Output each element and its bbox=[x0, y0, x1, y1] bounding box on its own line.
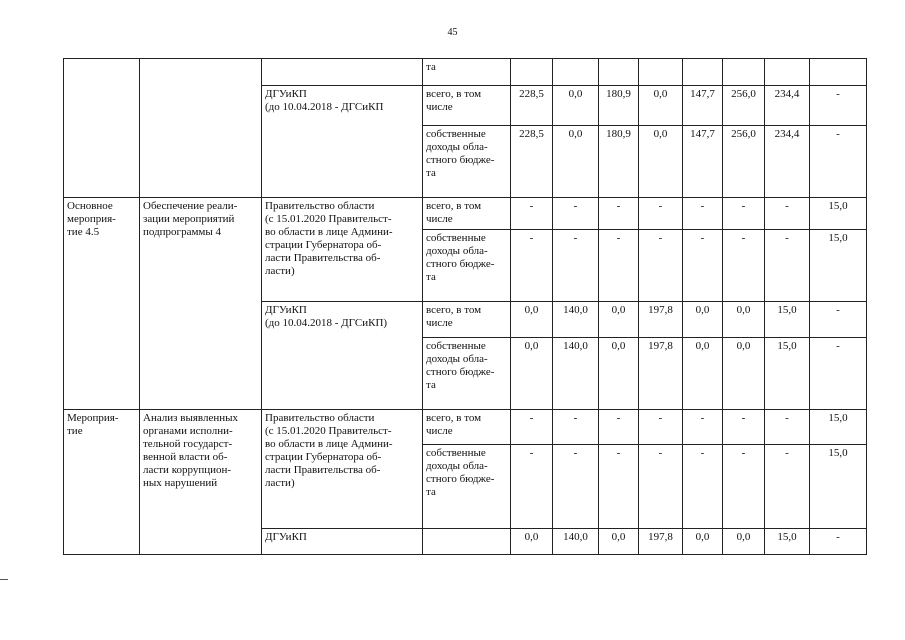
value-cell: - bbox=[810, 529, 867, 555]
value-cell: - bbox=[810, 338, 867, 410]
page-number: 45 bbox=[447, 27, 458, 38]
value-cell: - bbox=[765, 198, 810, 230]
executor-cell: Правительство области (с 15.01.2020 Правительст- во области в лице Админи- страции Губернатора об- ласти Правительства об- ласти) bbox=[262, 198, 423, 302]
value-cell: 0,0 bbox=[511, 302, 553, 338]
value-cell: 140,0 bbox=[553, 338, 599, 410]
value-cell: 0,0 bbox=[683, 302, 723, 338]
value-cell bbox=[599, 59, 639, 86]
value-cell bbox=[765, 59, 810, 86]
value-cell: - bbox=[599, 198, 639, 230]
value-cell: 0,0 bbox=[723, 338, 765, 410]
value-cell: 147,7 bbox=[683, 126, 723, 198]
executor-cell: ДГУиКП (до 10.04.2018 - ДГСиКП bbox=[262, 86, 423, 198]
value-cell: 228,5 bbox=[511, 126, 553, 198]
value-cell: 0,0 bbox=[639, 86, 683, 126]
funding-source-cell: та bbox=[423, 59, 511, 86]
funding-source-cell: всего, в том числе bbox=[423, 86, 511, 126]
value-cell: 15,0 bbox=[765, 302, 810, 338]
value-cell: 0,0 bbox=[599, 529, 639, 555]
table-row bbox=[64, 198, 867, 230]
value-cell: - bbox=[553, 198, 599, 230]
value-cell: 228,5 bbox=[511, 86, 553, 126]
executor-cell: ДГУиКП (до 10.04.2018 - ДГСиКП) bbox=[262, 302, 423, 410]
value-cell: 15,0 bbox=[810, 230, 867, 302]
value-cell: 256,0 bbox=[723, 86, 765, 126]
value-cell: - bbox=[639, 198, 683, 230]
value-cell: 197,8 bbox=[639, 302, 683, 338]
value-cell bbox=[639, 59, 683, 86]
value-cell: - bbox=[599, 445, 639, 529]
activity-name-cell: Анализ выявленных органами исполни- тельной государст- венной власти об- ласти коррупцион- ных нарушений bbox=[140, 410, 262, 555]
funding-source-cell: собственные доходы обла- стного бюдже- та bbox=[423, 230, 511, 302]
value-cell: - bbox=[511, 410, 553, 445]
value-cell: 15,0 bbox=[810, 445, 867, 529]
value-cell: - bbox=[553, 230, 599, 302]
executor-cell: Правительство области (с 15.01.2020 Правительст- во области в лице Админи- страции Губернатора об- ласти Правительства об- ласти) bbox=[262, 410, 423, 529]
value-cell: - bbox=[765, 410, 810, 445]
value-cell bbox=[553, 59, 599, 86]
value-cell: - bbox=[723, 410, 765, 445]
activity-type-cell: Мероприя- тие bbox=[64, 410, 140, 555]
value-cell: 147,7 bbox=[683, 86, 723, 126]
value-cell: 0,0 bbox=[553, 126, 599, 198]
value-cell: - bbox=[810, 126, 867, 198]
value-cell: - bbox=[639, 410, 683, 445]
funding-source-cell: всего, в том числе bbox=[423, 302, 511, 338]
value-cell: - bbox=[810, 302, 867, 338]
value-cell: - bbox=[511, 230, 553, 302]
value-cell: 234,4 bbox=[765, 86, 810, 126]
value-cell: - bbox=[683, 410, 723, 445]
value-cell: 0,0 bbox=[683, 529, 723, 555]
value-cell: - bbox=[723, 230, 765, 302]
value-cell: 15,0 bbox=[765, 338, 810, 410]
value-cell: 0,0 bbox=[723, 302, 765, 338]
funding-source-cell: всего, в том числе bbox=[423, 410, 511, 445]
value-cell: 0,0 bbox=[599, 302, 639, 338]
value-cell: 140,0 bbox=[553, 302, 599, 338]
table-row bbox=[64, 410, 867, 445]
value-cell: 15,0 bbox=[810, 410, 867, 445]
value-cell: - bbox=[599, 410, 639, 445]
value-cell: - bbox=[723, 445, 765, 529]
table-row bbox=[64, 59, 867, 86]
funding-source-cell: собственные доходы обла- стного бюдже- та bbox=[423, 126, 511, 198]
value-cell: - bbox=[683, 230, 723, 302]
value-cell: - bbox=[553, 445, 599, 529]
value-cell: 0,0 bbox=[723, 529, 765, 555]
value-cell: 15,0 bbox=[765, 529, 810, 555]
value-cell: - bbox=[765, 230, 810, 302]
value-cell: 0,0 bbox=[511, 338, 553, 410]
value-cell: 0,0 bbox=[511, 529, 553, 555]
table-cell bbox=[262, 59, 423, 86]
value-cell: 234,4 bbox=[765, 126, 810, 198]
value-cell: - bbox=[723, 198, 765, 230]
value-cell: 197,8 bbox=[639, 338, 683, 410]
value-cell: 0,0 bbox=[599, 338, 639, 410]
value-cell bbox=[723, 59, 765, 86]
value-cell: 256,0 bbox=[723, 126, 765, 198]
funding-source-cell: собственные доходы обла- стного бюдже- та bbox=[423, 445, 511, 529]
margin-mark bbox=[0, 579, 8, 580]
value-cell: - bbox=[810, 86, 867, 126]
value-cell bbox=[511, 59, 553, 86]
executor-cell: ДГУиКП bbox=[262, 529, 423, 555]
value-cell: 140,0 bbox=[553, 529, 599, 555]
table-cell bbox=[64, 59, 140, 198]
value-cell: - bbox=[511, 445, 553, 529]
value-cell: 0,0 bbox=[639, 126, 683, 198]
activity-name-cell: Обеспечение реали- зации мероприятий подпрограммы 4 bbox=[140, 198, 262, 410]
value-cell: - bbox=[639, 445, 683, 529]
value-cell: 0,0 bbox=[553, 86, 599, 126]
value-cell: - bbox=[683, 445, 723, 529]
budget-table bbox=[63, 58, 867, 555]
value-cell: - bbox=[599, 230, 639, 302]
value-cell: 180,9 bbox=[599, 126, 639, 198]
value-cell: 180,9 bbox=[599, 86, 639, 126]
value-cell: 0,0 bbox=[683, 338, 723, 410]
value-cell: - bbox=[553, 410, 599, 445]
funding-source-cell bbox=[423, 529, 511, 555]
value-cell: - bbox=[511, 198, 553, 230]
value-cell: 15,0 bbox=[810, 198, 867, 230]
activity-type-cell: Основное мероприя- тие 4.5 bbox=[64, 198, 140, 410]
value-cell: - bbox=[765, 445, 810, 529]
value-cell: 197,8 bbox=[639, 529, 683, 555]
table-cell bbox=[140, 59, 262, 198]
value-cell bbox=[683, 59, 723, 86]
value-cell: - bbox=[683, 198, 723, 230]
value-cell bbox=[810, 59, 867, 86]
funding-source-cell: всего, в том числе bbox=[423, 198, 511, 230]
value-cell: - bbox=[639, 230, 683, 302]
funding-source-cell: собственные доходы обла- стного бюдже- та bbox=[423, 338, 511, 410]
